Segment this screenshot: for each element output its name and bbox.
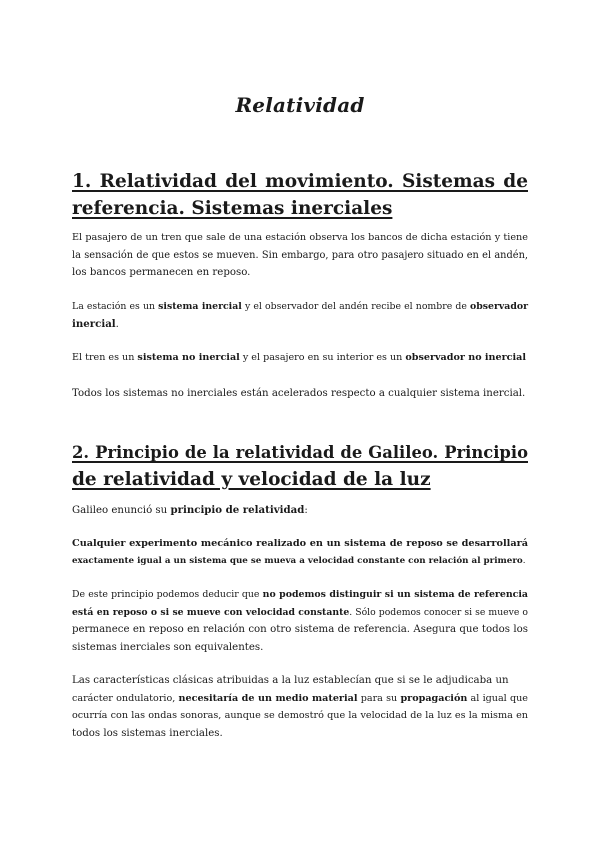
text-run: carácter ondulatorio, — [72, 692, 179, 704]
section-2-heading-line-1: 2. Principio de la relatividad de Galileo. Principio — [72, 443, 528, 462]
bold-term: observador no inercial — [405, 352, 526, 363]
section-1-paragraph-3 — [72, 349, 528, 367]
section-2-paragraph-3 — [72, 586, 528, 656]
paragraph-line: ocurría con las ondas sonoras, aunque se demostró que la velocidad de la luz es la misma en — [72, 710, 528, 721]
paragraph-line — [72, 316, 528, 334]
section-1-heading-line-1: 1. Relatividad del movimiento. Sistemas de — [72, 171, 528, 192]
bold-term: Cualquier experimento mecánico realizado en un sistema de reposo se desarrollará — [72, 538, 528, 549]
paragraph-line: Las características clásicas atribuidas a la luz establecían que si se le adjudicaba un — [72, 675, 509, 686]
text-run: y el pasajero en su interior es un — [239, 352, 406, 363]
section-1-heading-line-2: referencia. Sistemas inerciales — [72, 198, 393, 219]
paragraph-line: los bancos permanecen en reposo. — [72, 267, 251, 278]
paragraph-line: Todos los sistemas no inerciales están acelerados respecto a cualquier sistema inercial. — [72, 388, 526, 399]
text-run: para su — [357, 692, 401, 704]
paragraph-line: todos los sistemas inerciales. — [72, 727, 223, 739]
text-run: : — [304, 505, 308, 516]
paragraph-line — [72, 690, 528, 708]
bold-term: observador — [470, 301, 529, 312]
section-1-paragraph-2 — [72, 298, 528, 333]
paragraph-line: permanece en reposo en relación con otro sistema de referencia. Asegura que todos los — [72, 624, 528, 635]
paragraph-line — [72, 586, 528, 604]
text-run: al igual que — [467, 692, 528, 704]
bold-term: exactamente igual a un sistema que se mueva a velocidad constante con relación al primero — [72, 555, 523, 566]
paragraph-line — [72, 604, 528, 622]
paragraph-line — [72, 553, 528, 571]
paragraph-line — [72, 502, 528, 520]
text-run: Galileo enunció su — [72, 505, 171, 516]
section-1-heading — [72, 168, 528, 222]
paragraph-line — [72, 349, 528, 367]
section-2-paragraph-4 — [72, 672, 528, 742]
text-run: . Sólo podemos conocer si se mueve o — [349, 606, 528, 618]
section-2-heading-line-2: de relatividad y velocidad de la luz — [72, 469, 431, 490]
paragraph-line — [72, 535, 528, 553]
bold-term: principio de relatividad — [170, 504, 305, 516]
bold-term: inercial — [72, 317, 116, 330]
text-run: La estación es un — [72, 301, 159, 312]
bold-term: necesitaría de un medio material — [178, 692, 358, 704]
page-title: Relatividad — [235, 93, 365, 117]
paragraph-line: sistemas inerciales son equivalentes. — [72, 641, 264, 653]
bold-term: no podemos distinguir si un sistema de referencia — [262, 589, 528, 600]
text-run: . — [115, 318, 119, 330]
section-2-paragraph-2 — [72, 535, 528, 570]
section-2-heading — [72, 439, 528, 493]
bold-term: sistema inercial — [158, 301, 242, 312]
section-1-paragraph-4 — [72, 385, 528, 403]
paragraph-line: la sensación de que estos se mueven. Sin embargo, para otro pasajero situado en el andén, — [72, 249, 528, 261]
text-run: y el observador del andén recibe el nombre de — [241, 301, 471, 312]
bold-term: está en reposo o si se mueve con velocidad constante — [72, 606, 350, 618]
bold-term: sistema no inercial — [137, 352, 240, 363]
paragraph-line: El pasajero de un tren que sale de una estación observa los bancos de dicha estación y tiene — [72, 232, 528, 243]
text-run: De este principio podemos deducir que — [72, 589, 263, 600]
text-run: El tren es un — [72, 352, 138, 363]
text-run: . — [522, 555, 526, 566]
section-1-paragraph-1 — [72, 229, 528, 282]
bold-term: propagación — [400, 692, 468, 704]
section-2-paragraph-1 — [72, 502, 528, 520]
paragraph-line — [72, 298, 528, 316]
